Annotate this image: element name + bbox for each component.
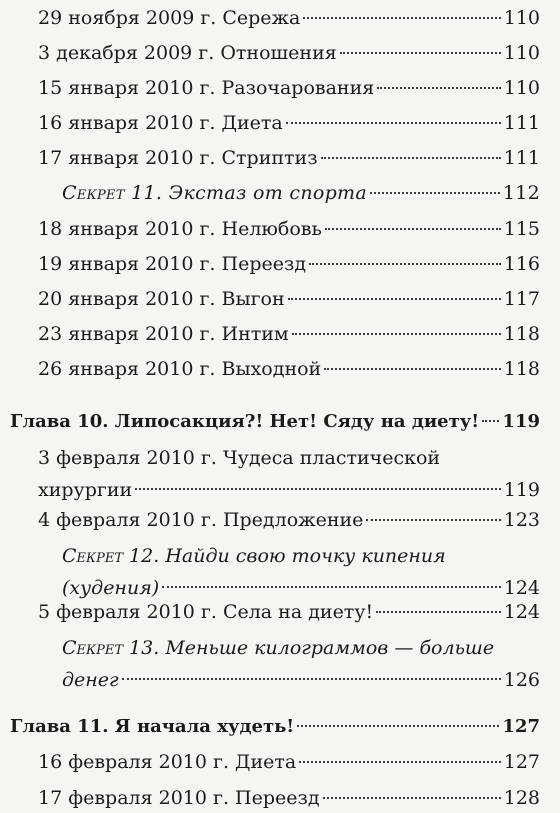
toc-page-number: 118 [503,323,540,345]
toc-page-number: 115 [503,218,540,240]
toc-entry-title: 17 февраля 2010 г. Переезд [38,787,320,809]
toc-entry-title: 26 января 2010 г. Выходной [38,358,322,380]
toc-entry-title: 18 января 2010 г. Нелюбовь [38,218,322,240]
toc-page-number: 111 [503,147,540,169]
toc-entry-title: Экстаз от спорта [168,182,367,204]
toc-entry-title: 15 января 2010 г. Разочарования [38,77,375,99]
dot-leader [299,761,500,763]
toc-entry[interactable] [38,357,540,381]
toc-page-number: 116 [503,253,540,275]
toc-page-number: 128 [503,787,540,809]
toc-entry-title: 29 ноября 2009 г. Сережа [38,7,301,29]
toc-entry[interactable] [38,41,540,65]
toc-entry[interactable] [38,111,540,135]
dot-leader [366,519,500,521]
toc-entry-title-line1: 3 февраля 2010 г. Чудеса пластической [38,447,441,469]
toc-page-number: 112 [502,182,540,204]
toc-page-number: 118 [503,358,540,380]
toc-page-number: 127 [502,716,540,737]
dot-leader [286,122,501,124]
dot-leader [309,263,501,265]
toc-page-number: 126 [503,669,540,691]
toc-entry[interactable] [38,146,540,170]
toc-entry[interactable] [38,322,540,346]
dot-leader [482,420,499,422]
toc-secret-entry[interactable] [62,181,540,205]
toc-entry[interactable] [38,442,540,506]
toc-entry[interactable] [38,287,540,311]
toc-entry[interactable] [38,750,540,774]
toc-entry-title: 16 января 2010 г. Диета [38,112,283,134]
toc-entry-title: 23 января 2010 г. Интим [38,323,289,345]
toc-entry[interactable] [38,252,540,276]
toc-page-number: 110 [503,42,540,64]
dot-leader [376,611,501,613]
toc-entry-title: 16 февраля 2010 г. Диета [38,751,297,773]
dot-leader [323,797,501,799]
secret-label: Секрет 11. [62,182,163,204]
toc-secret-entry[interactable] [62,632,540,696]
toc-entry[interactable] [38,600,540,624]
toc-entry-title-line2: хирургии [38,479,133,501]
toc-entry[interactable] [38,508,540,532]
toc-page-number: 117 [503,288,540,310]
toc-entry-title-line2: (худения) [62,577,160,599]
toc-entry-title: 17 января 2010 г. Стриптиз [38,147,318,169]
toc-chapter-entry[interactable] [10,410,540,434]
dot-leader [340,52,501,54]
toc-page-number: 119 [502,411,540,432]
toc-page-number: 110 [503,77,540,99]
secret-label: Секрет 13. [62,637,160,659]
dot-leader [297,725,499,727]
toc-page-number: 124 [503,601,540,623]
toc-entry-title: 3 декабря 2009 г. Отношения [38,42,337,64]
secret-label: Секрет 12. [62,545,160,567]
chapter-title: Глава 10. Липосакция?! Нет! Сяду на диету! [10,411,480,432]
toc-page-number: 119 [503,479,540,501]
toc-page-number: 110 [503,7,540,29]
chapter-title: Глава 11. Я начала худеть! [10,716,295,737]
toc-page-number: 127 [503,751,540,773]
toc-entry-title: 19 января 2010 г. Переезд [38,253,307,275]
toc-entry-title: 4 февраля 2010 г. Предложение [38,509,364,531]
dot-leader [162,586,501,588]
dot-leader [303,17,500,19]
dot-leader [377,87,500,89]
dot-leader [324,368,501,370]
dot-leader [288,298,501,300]
dot-leader [370,192,500,194]
dot-leader [292,333,501,335]
toc-entry-title-line1: Найди свою точку кипения [165,545,446,567]
dot-leader [135,488,501,490]
toc-secret-entry[interactable] [62,540,540,604]
dot-leader [325,228,501,230]
toc-page-number: 111 [503,112,540,134]
toc-page-number: 123 [503,509,540,531]
toc-entry[interactable] [38,217,540,241]
toc-chapter-entry[interactable] [10,715,540,739]
dot-leader [321,157,501,159]
toc-entry-title: 20 января 2010 г. Выгон [38,288,285,310]
dot-leader [122,678,501,680]
toc-entry[interactable] [38,6,540,30]
toc-page-number: 124 [503,577,540,599]
toc-entry-title-line2: денег [62,669,119,691]
toc-entry[interactable] [38,786,540,810]
toc-entry-title: 5 февраля 2010 г. Села на диету! [38,601,374,623]
toc-entry[interactable] [38,76,540,100]
toc-entry-title-line1: Меньше килограммов — больше [165,637,495,659]
